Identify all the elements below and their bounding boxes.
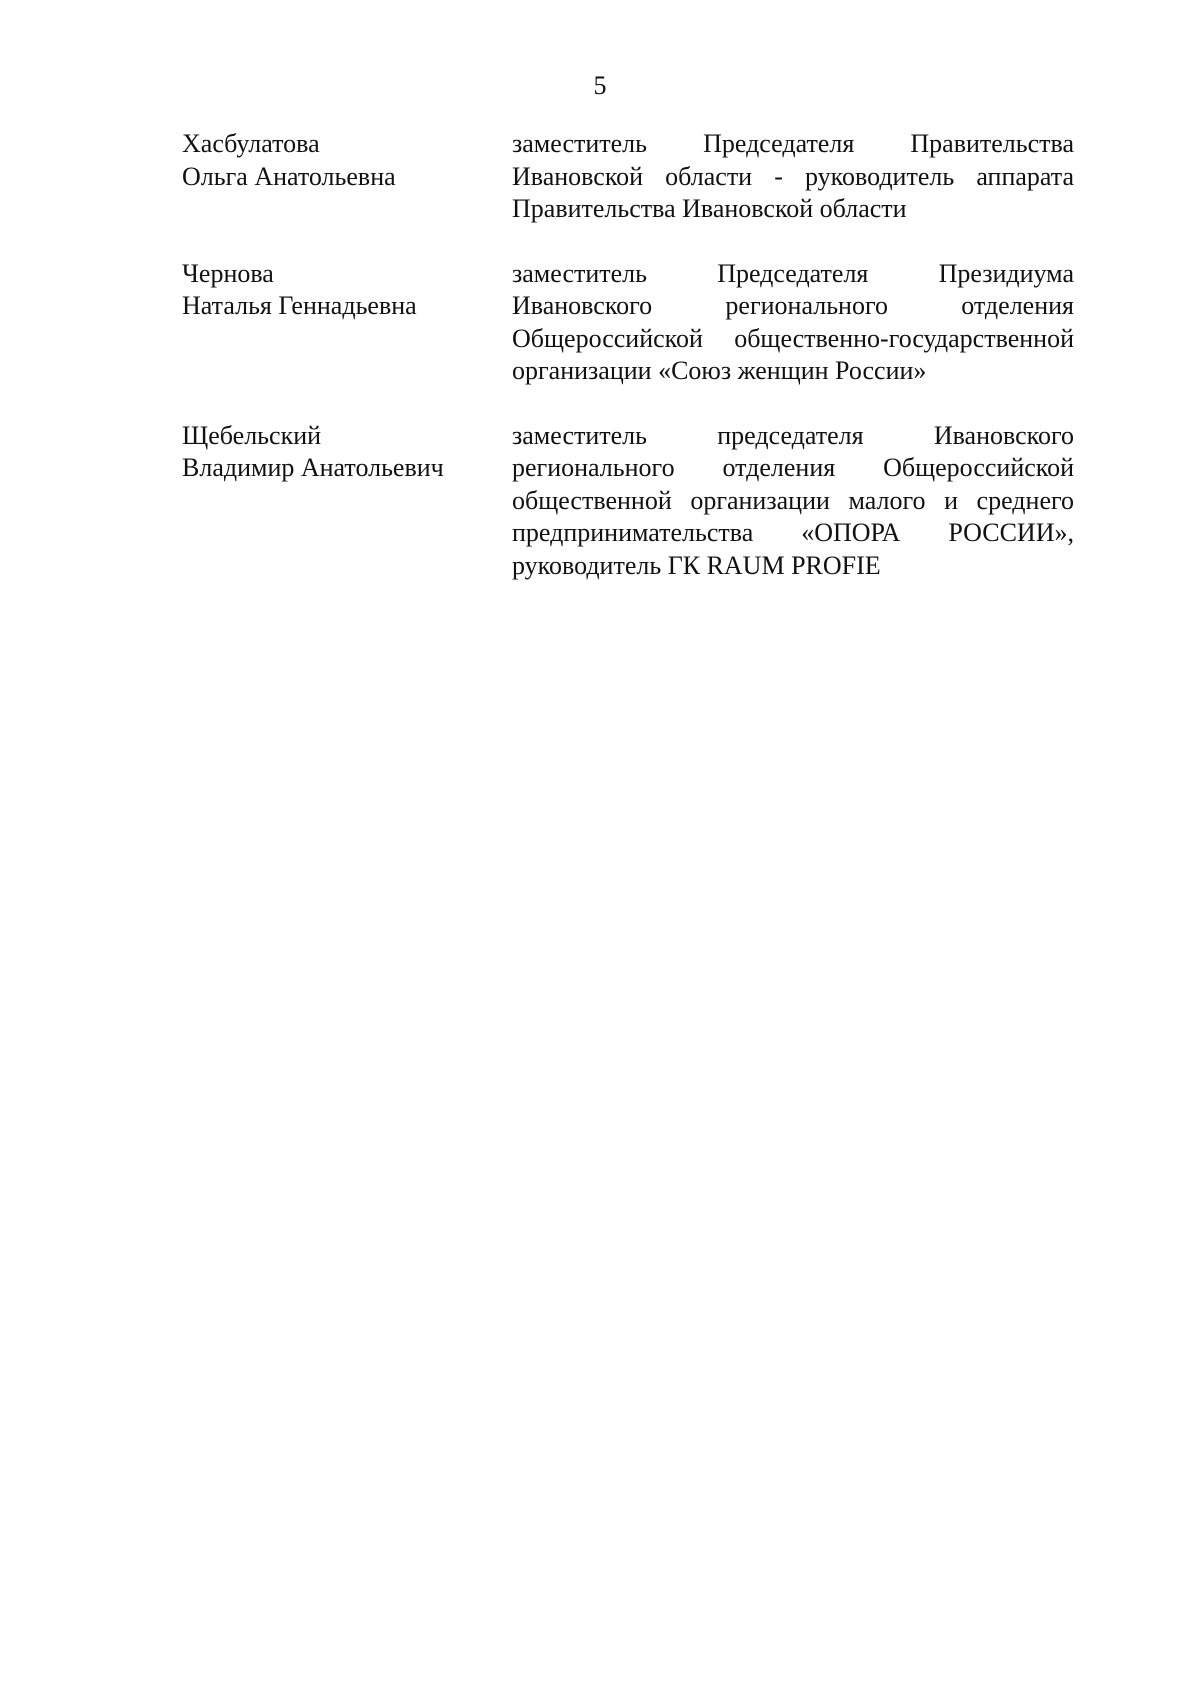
member-position: заместитель председателя Ивановского регионального отделения Общероссийской общественной организации малого и среднего предпринимательства «ОПОРА РОССИИ», руководитель ГК RAUM PROFIE bbox=[512, 420, 1074, 580]
member-first-names: Наталья Геннадьевна bbox=[182, 291, 417, 320]
member-entry bbox=[182, 128, 1074, 226]
member-first-names: Ольга Анатольевна bbox=[182, 161, 396, 191]
member-last-name: Щебельский bbox=[182, 420, 322, 450]
member-name bbox=[182, 128, 512, 193]
member-name bbox=[182, 258, 512, 323]
member-entry bbox=[182, 420, 1074, 583]
member-entry bbox=[182, 258, 1074, 388]
member-first-names: Владимир Анатольевич bbox=[182, 453, 444, 482]
member-last-name: Чернова bbox=[182, 258, 274, 288]
member-name bbox=[182, 420, 512, 485]
members-list bbox=[182, 128, 1074, 614]
page-number: 5 bbox=[593, 71, 607, 100]
member-position: заместитель Председателя Правительства Ивановской области - руководитель аппарата Правительства Ивановской области bbox=[512, 129, 1074, 223]
member-last-name: Хасбулатова bbox=[182, 129, 320, 158]
member-position: заместитель Председателя Президиума Ивановского регионального отделения Общероссийской общественно-государственной организации «Союз женщин России» bbox=[512, 258, 1074, 385]
